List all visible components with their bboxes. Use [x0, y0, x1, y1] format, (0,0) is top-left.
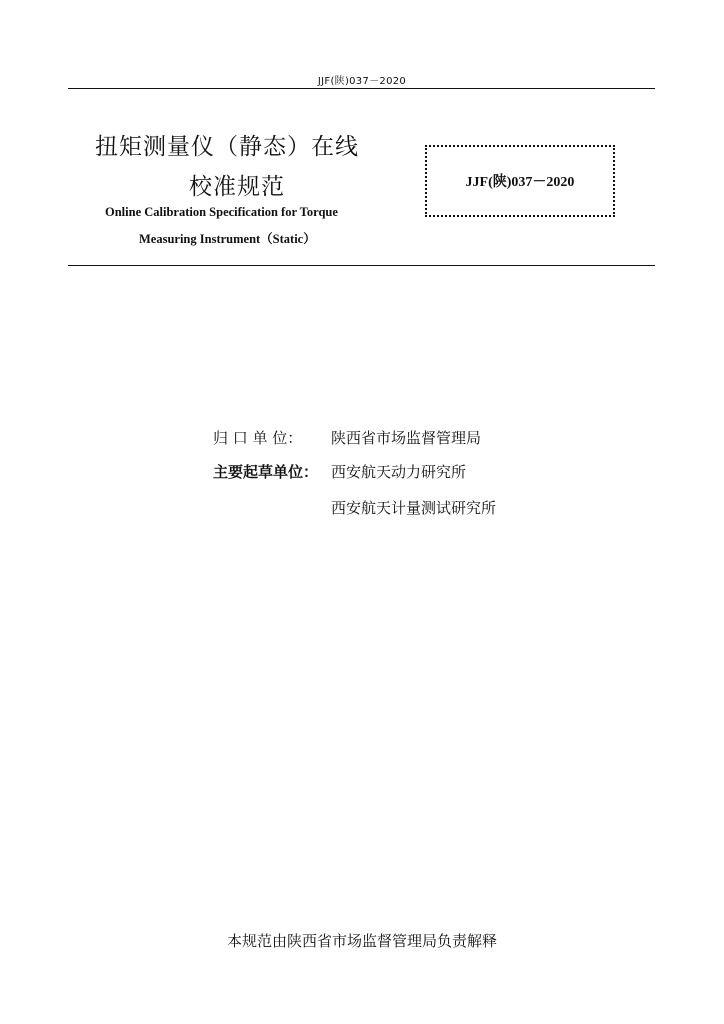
- title-zh-line1: 扭矩测量仪（静态）在线: [95, 134, 359, 160]
- title-en-line1: Online Calibration Specification for Torque: [105, 205, 338, 219]
- footer-note: 本规范由陕西省市场监督管理局负责解释: [226, 932, 497, 950]
- title-zh-line2: 校准规范: [189, 174, 285, 200]
- drafting-unit-label: 主要起草单位：: [213, 463, 319, 481]
- title-en-line2: Measuring Instrument（Static）: [139, 232, 316, 246]
- standard-code-box: [425, 145, 615, 217]
- standard-code: JJF(陕)037－2020: [465, 175, 575, 190]
- bottom-rule: [68, 265, 655, 266]
- drafting-unit-value-2: 西安航天计量测试研究所: [331, 499, 497, 517]
- drafting-unit-row: [213, 461, 466, 482]
- top-rule: [68, 88, 655, 89]
- responsible-unit-row: [213, 427, 481, 448]
- responsible-unit-label: 归 口 单 位：: [213, 429, 303, 447]
- responsible-unit-value: 陕西省市场监督管理局: [331, 429, 482, 447]
- drafting-unit-row-2: [331, 497, 496, 518]
- drafting-unit-value-1: 西安航天动力研究所: [331, 463, 467, 481]
- header-code: JJF(陕)037－2020: [317, 76, 407, 87]
